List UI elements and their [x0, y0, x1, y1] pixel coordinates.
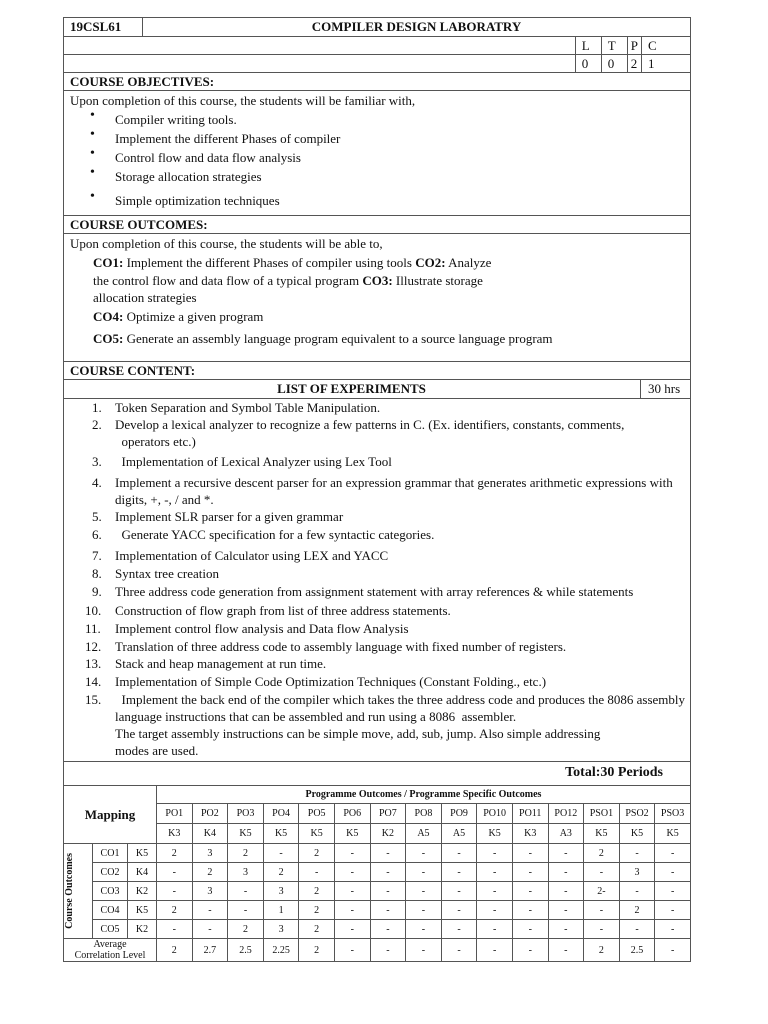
- course-header-table: [63, 17, 691, 73]
- mapping-value: -: [334, 844, 370, 863]
- mapping-value: -: [192, 901, 228, 920]
- mapping-value: -: [548, 882, 584, 901]
- co-k: K5: [128, 901, 157, 920]
- experiment-text: Implement control flow analysis and Data flow Analysis: [115, 621, 409, 636]
- average-value: 2.5: [619, 939, 655, 962]
- experiment-number: 5.: [92, 509, 102, 524]
- mapping-header-row: [64, 786, 691, 804]
- outcome-text: allocation strategies: [93, 290, 197, 305]
- experiment-text: Translation of three address code to assembly language with fixed number of registers.: [115, 639, 567, 654]
- k-level: K5: [334, 824, 370, 844]
- k-level: K5: [584, 824, 620, 844]
- po-header: PO5: [299, 804, 335, 824]
- mapping-value: -: [370, 844, 406, 863]
- po-header: PSO3: [655, 804, 691, 824]
- experiment-text: Implement SLR parser for a given grammar: [115, 509, 344, 524]
- mapping-value: 2: [157, 901, 193, 920]
- outcome-line: [93, 308, 263, 325]
- average-value: -: [548, 939, 584, 962]
- average-value: -: [655, 939, 691, 962]
- outcome-text: Illustrate storage: [392, 273, 483, 288]
- average-value: 2.7: [192, 939, 228, 962]
- mapping-table: [63, 785, 691, 962]
- mapping-value: -: [584, 901, 620, 920]
- po-header: PO3: [228, 804, 264, 824]
- mapping-value: -: [512, 882, 548, 901]
- course-code: 19CSL61: [64, 18, 143, 37]
- ltpc-label-p: P: [627, 37, 641, 55]
- objective-item: Simple optimization techniques: [115, 193, 280, 208]
- experiment-text: Three address code generation from assignment statement with array references & while statements: [115, 584, 634, 599]
- mapping-value: -: [477, 920, 513, 939]
- outcome-text: Implement the different Phases of compiler using tools: [123, 255, 416, 270]
- objective-item: Compiler writing tools.: [115, 112, 237, 127]
- mapping-value: -: [548, 863, 584, 882]
- k-level: K3: [512, 824, 548, 844]
- experiment-number: 13.: [85, 656, 102, 671]
- mapping-value: 2: [299, 844, 335, 863]
- co-id: CO1: [93, 844, 128, 863]
- ltpc-label-c: C: [642, 37, 691, 55]
- k-level: K5: [655, 824, 691, 844]
- po-header: PO7: [370, 804, 406, 824]
- experiment-text: Implementation of Lexical Analyzer using Lex Tool: [115, 454, 392, 469]
- mapping-value: 2: [584, 844, 620, 863]
- mapping-value: -: [263, 844, 299, 863]
- average-value: 2.25: [263, 939, 299, 962]
- mapping-value: -: [370, 920, 406, 939]
- objective-item: Control flow and data flow analysis: [115, 150, 301, 165]
- average-label: [64, 939, 157, 962]
- mapping-value: 3: [263, 920, 299, 939]
- experiment-number: 9.: [92, 584, 102, 599]
- experiment-text: The target assembly instructions can be simple move, add, sub, jump. Also simple addressing: [115, 726, 601, 741]
- ltpc-value-l: 0: [575, 55, 601, 73]
- course-outcomes-label: Course Outcomes: [64, 853, 75, 929]
- mapping-value: 2: [157, 844, 193, 863]
- average-value: -: [477, 939, 513, 962]
- content-heading: COURSE CONTENT:: [63, 361, 691, 380]
- bullet-icon: •: [90, 127, 95, 142]
- mapping-value: -: [512, 844, 548, 863]
- mapping-value: -: [477, 844, 513, 863]
- average-value: 2: [584, 939, 620, 962]
- objectives-intro: Upon completion of this course, the students will be familiar with,: [70, 93, 416, 108]
- mapping-value: 3: [228, 863, 264, 882]
- k-level: K2: [370, 824, 406, 844]
- mapping-value: -: [548, 844, 584, 863]
- mapping-value: -: [192, 920, 228, 939]
- average-label-line2: Correlation Level: [74, 950, 146, 961]
- mapping-value: -: [406, 920, 442, 939]
- po-header: PSO2: [619, 804, 655, 824]
- bullet-icon: •: [90, 108, 95, 123]
- k-level: K5: [228, 824, 264, 844]
- outcomes-heading: COURSE OUTCOMES:: [63, 215, 691, 234]
- mapping-value: 2: [192, 863, 228, 882]
- experiment-number: 2.: [92, 417, 102, 432]
- po-header: PO12: [548, 804, 584, 824]
- k-level: K5: [299, 824, 335, 844]
- mapping-value: 3: [619, 863, 655, 882]
- mapping-value: 2: [228, 844, 264, 863]
- average-label-line1: Average: [93, 939, 127, 950]
- mapping-value: -: [157, 920, 193, 939]
- experiment-number: 3.: [92, 454, 102, 469]
- experiments-title: LIST OF EXPERIMENTS: [277, 381, 426, 396]
- mapping-value: -: [441, 844, 477, 863]
- mapping-value: 3: [263, 882, 299, 901]
- k-level: K5: [477, 824, 513, 844]
- experiment-text: digits, +, -, / and *.: [115, 492, 214, 507]
- outcome-code: CO5:: [93, 331, 124, 346]
- co-k: K2: [128, 920, 157, 939]
- average-value: -: [406, 939, 442, 962]
- mapping-value: -: [512, 901, 548, 920]
- mapping-value: -: [406, 901, 442, 920]
- ltpc-value-c: 1: [642, 55, 691, 73]
- co-row: [64, 863, 691, 882]
- outcome-text: the control flow and data flow of a typical program: [93, 273, 363, 288]
- average-row: [64, 939, 691, 962]
- po-header: PO10: [477, 804, 513, 824]
- mapping-value: -: [334, 920, 370, 939]
- mapping-value: -: [370, 863, 406, 882]
- mapping-value: -: [406, 844, 442, 863]
- outcome-code: CO2:: [415, 255, 446, 270]
- experiments-title-row: [63, 380, 691, 399]
- mapping-value: -: [619, 844, 655, 863]
- co-id: CO2: [93, 863, 128, 882]
- mapping-value: -: [370, 882, 406, 901]
- mapping-value: -: [334, 863, 370, 882]
- mapping-value: -: [548, 920, 584, 939]
- ltpc-value-t: 0: [601, 55, 627, 73]
- co-k: K4: [128, 863, 157, 882]
- mapping-value: -: [548, 901, 584, 920]
- mapping-value: -: [441, 920, 477, 939]
- mapping-value: -: [584, 920, 620, 939]
- mapping-value: -: [655, 901, 691, 920]
- mapping-value: -: [655, 844, 691, 863]
- mapping-value: 3: [192, 882, 228, 901]
- outcome-text: Optimize a given program: [123, 309, 264, 324]
- outcome-code: CO1:: [93, 255, 124, 270]
- mapping-value: -: [655, 920, 691, 939]
- po-header: PO8: [406, 804, 442, 824]
- outcome-line: [93, 330, 553, 347]
- outcome-line: [93, 289, 197, 306]
- mapping-value: -: [228, 882, 264, 901]
- mapping-value: -: [584, 863, 620, 882]
- co-id: CO4: [93, 901, 128, 920]
- outcome-text: Generate an assembly language program equivalent to a source language program: [123, 331, 553, 346]
- experiment-text: operators etc.): [115, 434, 196, 449]
- experiment-text: Syntax tree creation: [115, 566, 219, 581]
- mapping-value: -: [157, 863, 193, 882]
- k-level: K4: [192, 824, 228, 844]
- mapping-value: -: [406, 863, 442, 882]
- mapping-value: -: [655, 863, 691, 882]
- experiment-text: Token Separation and Symbol Table Manipulation.: [115, 400, 381, 415]
- mapping-value: -: [477, 901, 513, 920]
- co-k: K2: [128, 882, 157, 901]
- experiment-text: Implement a recursive descent parser for an expression grammar that generates arithmetic expressions with: [115, 475, 673, 490]
- mapping-value: -: [477, 863, 513, 882]
- k-level: K5: [263, 824, 299, 844]
- k-level: K3: [157, 824, 193, 844]
- objective-item: Storage allocation strategies: [115, 169, 262, 184]
- average-value: 2.5: [228, 939, 264, 962]
- mapping-value: -: [619, 920, 655, 939]
- mapping-value: -: [406, 882, 442, 901]
- objective-item: Implement the different Phases of compiler: [115, 131, 341, 146]
- outcome-code: CO3:: [362, 273, 393, 288]
- experiments-hours: 30 hrs: [640, 380, 690, 398]
- mapping-value: -: [334, 901, 370, 920]
- po-header: PO9: [441, 804, 477, 824]
- mapping-value: -: [619, 882, 655, 901]
- bullet-icon: •: [90, 189, 95, 204]
- mapping-value: 2-: [584, 882, 620, 901]
- average-value: -: [370, 939, 406, 962]
- k-level: K5: [619, 824, 655, 844]
- experiment-number: 12.: [85, 639, 102, 654]
- co-row: [64, 882, 691, 901]
- mapping-value: -: [441, 882, 477, 901]
- objectives-heading: COURSE OBJECTIVES:: [63, 72, 691, 91]
- group-header: Programme Outcomes / Programme Specific Outcomes: [157, 786, 691, 804]
- ltpc-label-l: L: [575, 37, 601, 55]
- bullet-icon: •: [90, 165, 95, 180]
- co-row: [64, 844, 691, 863]
- experiment-number: 7.: [92, 548, 102, 563]
- experiment-number: 14.: [85, 674, 102, 689]
- total-row: [63, 761, 691, 786]
- experiment-number: 15.: [85, 692, 102, 707]
- po-header: PO4: [263, 804, 299, 824]
- experiment-number: 10.: [85, 603, 102, 618]
- experiment-text: Implement the back end of the compiler which takes the three address code and produces the 8086 assembly: [115, 692, 686, 707]
- outcome-line: [93, 254, 491, 271]
- experiment-number: 8.: [92, 566, 102, 581]
- co-row: [64, 901, 691, 920]
- mapping-value: -: [334, 882, 370, 901]
- course-title: COMPILER DESIGN LABORATRY: [143, 18, 691, 37]
- experiment-text: language instructions that can be assembled and run using a 8086 assembler.: [115, 709, 517, 724]
- experiment-number: 11.: [85, 621, 101, 636]
- experiment-number: 6.: [92, 527, 102, 542]
- ltpc-label-t: T: [601, 37, 627, 55]
- co-k: K5: [128, 844, 157, 863]
- experiment-text: Implementation of Calculator using LEX and YACC: [115, 548, 389, 563]
- k-level: A5: [441, 824, 477, 844]
- mapping-value: -: [512, 920, 548, 939]
- mapping-value: 2: [263, 863, 299, 882]
- mapping-value: 2: [299, 901, 335, 920]
- po-header: PO11: [512, 804, 548, 824]
- outcome-code: CO4:: [93, 309, 124, 324]
- co-id: CO3: [93, 882, 128, 901]
- average-value: -: [441, 939, 477, 962]
- mapping-value: -: [441, 901, 477, 920]
- mapping-value: 2: [299, 920, 335, 939]
- mapping-value: 3: [192, 844, 228, 863]
- mapping-value: -: [370, 901, 406, 920]
- po-header: PSO1: [584, 804, 620, 824]
- experiment-number: 4.: [92, 475, 102, 490]
- po-header: PO1: [157, 804, 193, 824]
- mapping-value: -: [512, 863, 548, 882]
- mapping-value: 2: [299, 882, 335, 901]
- experiment-number: 1.: [92, 400, 102, 415]
- co-row: [64, 920, 691, 939]
- po-header: PO2: [192, 804, 228, 824]
- mapping-value: -: [299, 863, 335, 882]
- experiment-text: Generate YACC specification for a few syntactic categories.: [115, 527, 435, 542]
- mapping-value: 2: [619, 901, 655, 920]
- mapping-label: Mapping: [64, 786, 157, 844]
- mapping-value: -: [441, 863, 477, 882]
- po-header: PO6: [334, 804, 370, 824]
- experiment-text: modes are used.: [115, 743, 199, 758]
- experiment-text: Implementation of Simple Code Optimization Techniques (Constant Folding., etc.): [115, 674, 547, 689]
- k-level: A3: [548, 824, 584, 844]
- total-periods: Total:30 Periods: [565, 765, 663, 780]
- course-outcomes-side: [64, 844, 93, 939]
- outcome-line: [93, 272, 483, 289]
- co-id: CO5: [93, 920, 128, 939]
- mapping-value: -: [477, 882, 513, 901]
- average-value: -: [512, 939, 548, 962]
- bullet-icon: •: [90, 146, 95, 161]
- average-value: 2: [299, 939, 335, 962]
- average-value: -: [334, 939, 370, 962]
- k-row: [64, 824, 691, 844]
- outcomes-intro: Upon completion of this course, the students will be able to,: [70, 236, 383, 251]
- outcome-text: Analyze: [445, 255, 492, 270]
- k-level: A5: [406, 824, 442, 844]
- mapping-value: 1: [263, 901, 299, 920]
- mapping-value: 2: [228, 920, 264, 939]
- experiment-text: Develop a lexical analyzer to recognize a few patterns in C. (Ex. identifiers, constants, comments,: [115, 417, 625, 432]
- experiment-text: Construction of flow graph from list of three address statements.: [115, 603, 451, 618]
- mapping-value: -: [228, 901, 264, 920]
- ltpc-value-p: 2: [627, 55, 641, 73]
- mapping-value: -: [655, 882, 691, 901]
- po-row: [64, 804, 691, 824]
- experiment-text: Stack and heap management at run time.: [115, 656, 327, 671]
- average-value: 2: [157, 939, 193, 962]
- mapping-value: -: [157, 882, 193, 901]
